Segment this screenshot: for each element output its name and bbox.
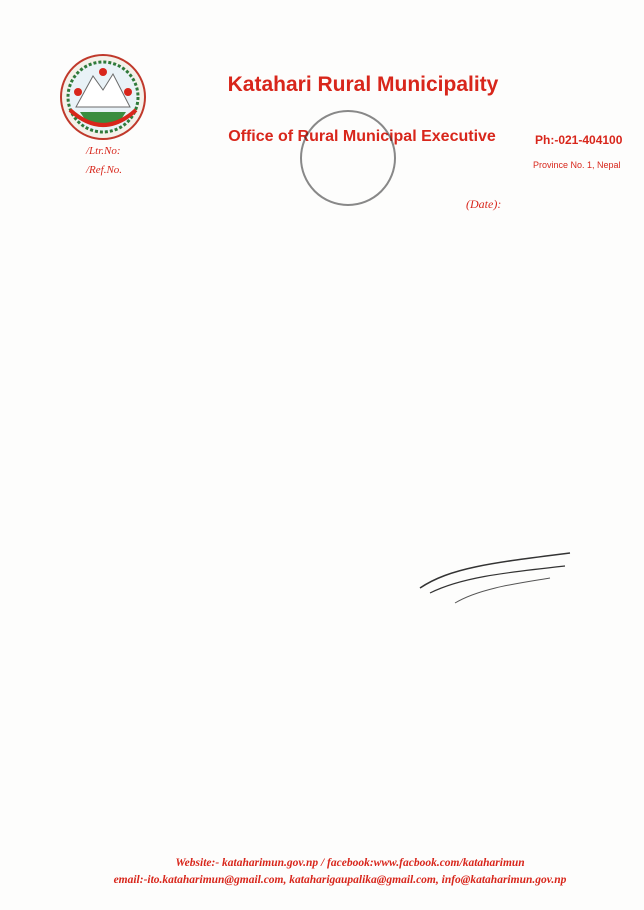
letter-number-row [82,141,138,160]
required-documents-list [90,382,100,451]
office-name-english: Office of Rural Municipal Executive [228,128,496,145]
phone-number: Ph:-021-404100 [535,133,623,147]
cc-line [82,482,622,504]
municipality-name-english: Katahari Rural Municipality [227,73,499,96]
date-label-en: (Date): [466,197,502,211]
nepal-emblem-icon [58,52,148,142]
office-stamp [300,110,396,206]
footer-email: email:-ito.kataharimun@gmail.com, kataharigaupalika@gmail.com, info@kataharimun.gov.np [113,874,567,886]
province-english: Province No. 1, Nepal [533,160,621,170]
note-line [82,526,622,548]
list-item [90,382,100,405]
date-line [462,197,505,212]
list-item [90,428,100,451]
letter-number-label-en: /Ltr.No: [86,144,121,157]
cc-line [82,504,622,526]
signature-icon [400,548,580,618]
list-item [90,405,100,428]
ref-number-label-en: /Ref.No. [86,163,123,176]
ref-number-row [82,160,138,179]
footer-website: Website:- kataharimun.gov.np / facebook:www.facbook.com/kataharimun [175,857,525,869]
reference-block [82,141,138,179]
cc-block [82,482,622,548]
